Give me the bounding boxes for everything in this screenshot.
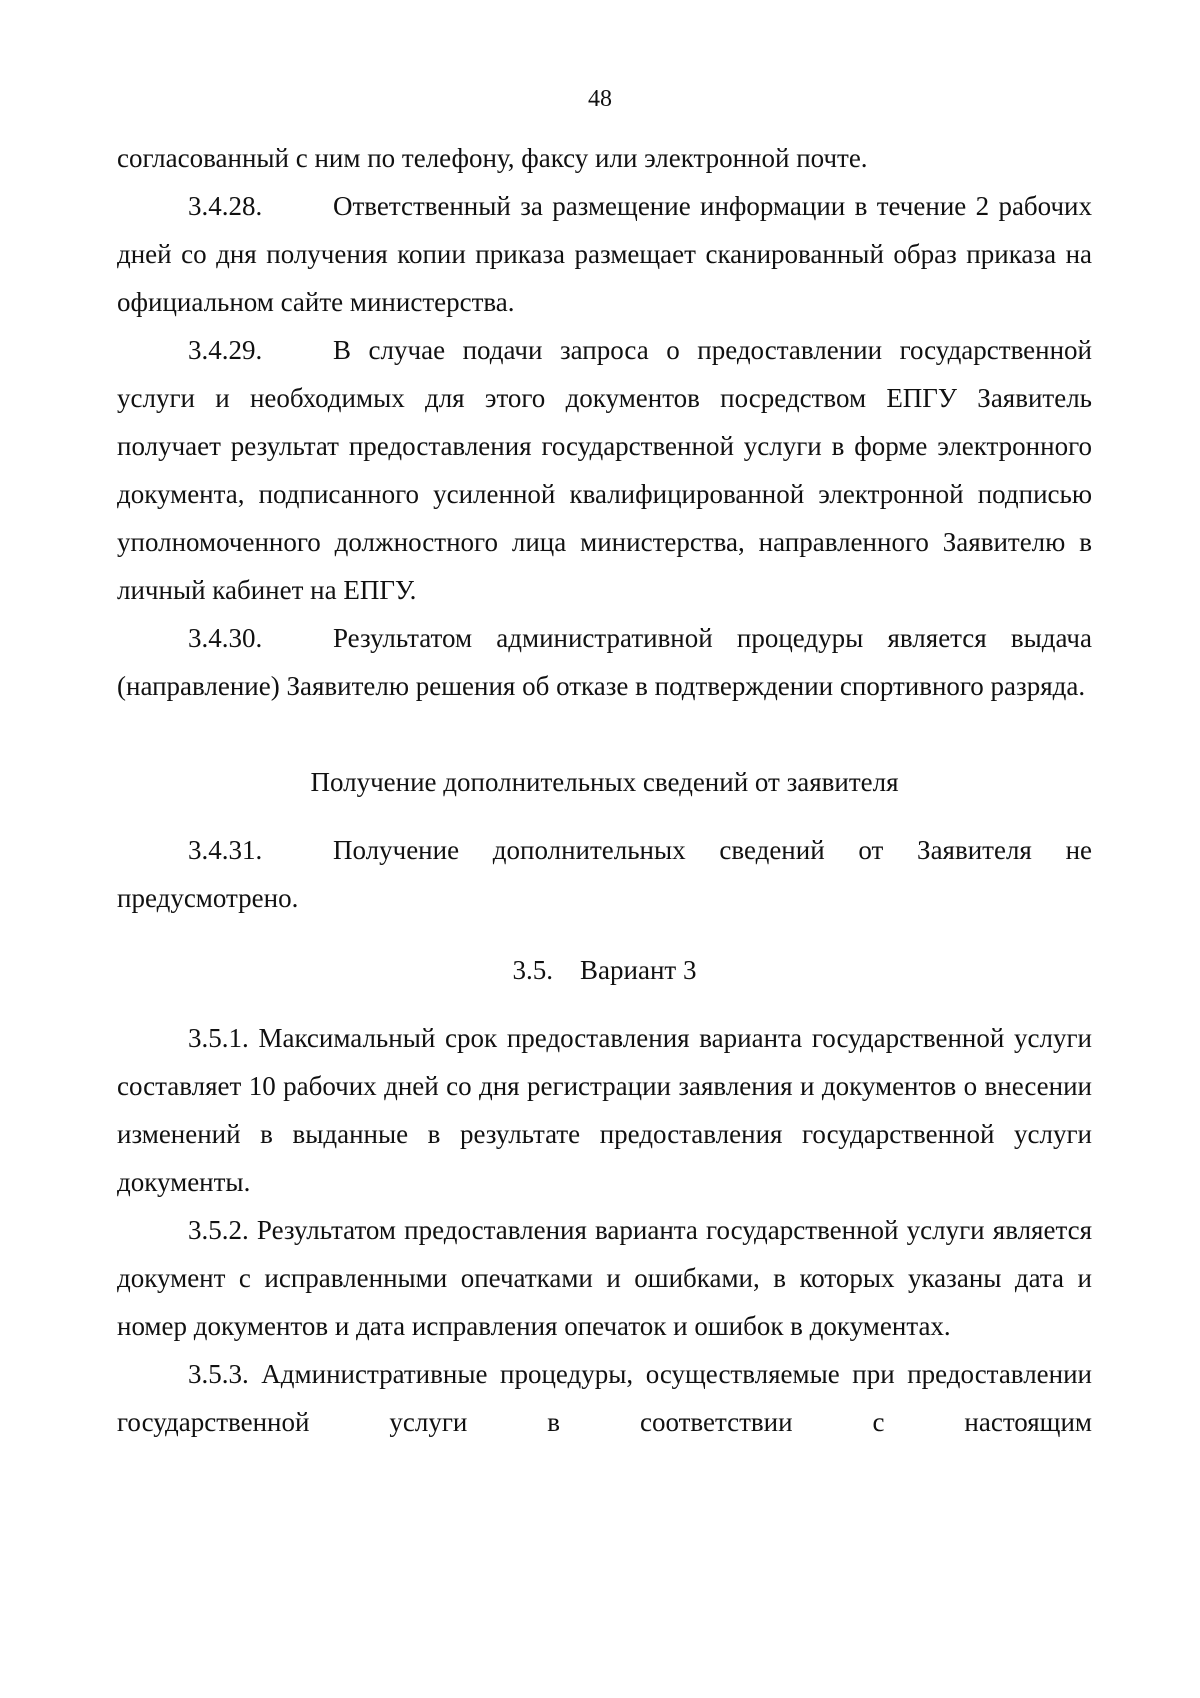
section-heading-additional-info: Получение дополнительных сведений от заявителя: [310, 767, 899, 797]
clause-text: Ответственный за размещение информации в течение 2 рабочих дней со дня получения копии приказа размещает сканированный образ приказа на официальном сайте министерства.: [117, 191, 1092, 317]
clause-text: Получение дополнительных сведений от Заявителя не предусмотрено.: [117, 835, 1092, 913]
paragraph-3-4-30: [117, 614, 1092, 710]
paragraph-3-4-28: [117, 182, 1092, 326]
document-body: [117, 134, 1092, 1446]
clause-number: 3.4.30.: [188, 623, 263, 653]
paragraph-3-4-29: [117, 326, 1092, 614]
clause-number: 3.4.28.: [188, 191, 263, 221]
paragraph-3-4-31: [117, 826, 1092, 922]
clause-number: 3.4.31.: [188, 835, 263, 865]
section-heading-variant-3: 3.5. Вариант 3: [512, 955, 697, 985]
paragraph-3-5-1: 3.5.1. Максимальный срок предоставления варианта государственной услуги составляет 10 рабочих дней со дня регистрации заявления и документов о внесении изменений в выданные в результате предоставления государственной услуги документы.: [117, 1023, 1092, 1197]
paragraph-3-5-2: 3.5.2. Результатом предоставления варианта государственной услуги является документ с исправленными опечатками и ошибками, в которых указаны дата и номер документов и дата исправления опечаток и ошибок в документах.: [117, 1215, 1092, 1341]
clause-text: В случае подачи запроса о предоставлении государственной услуги и необходимых для этого документов посредством ЕПГУ Заявитель получает результат предоставления государственной услуги в форме электронного документа, подписанного усиленной квалифицированной электронной подписью уполномоченного должностного лица министерства, направленного Заявителю в личный кабинет на ЕПГУ.: [117, 335, 1092, 605]
page-number: 48: [588, 86, 612, 112]
clause-number: 3.4.29.: [188, 335, 263, 365]
paragraph-3-5-3: 3.5.3. Административные процедуры, осуществляемые при предоставлении государственной услуги в соответствии с настоящим: [117, 1359, 1092, 1437]
paragraph-continuation: согласованный с ним по телефону, факсу или электронной почте.: [117, 143, 868, 173]
clause-text: Результатом административной процедуры является выдача (направление) Заявителю решения об отказе в подтверждении спортивного разряда.: [117, 623, 1092, 701]
